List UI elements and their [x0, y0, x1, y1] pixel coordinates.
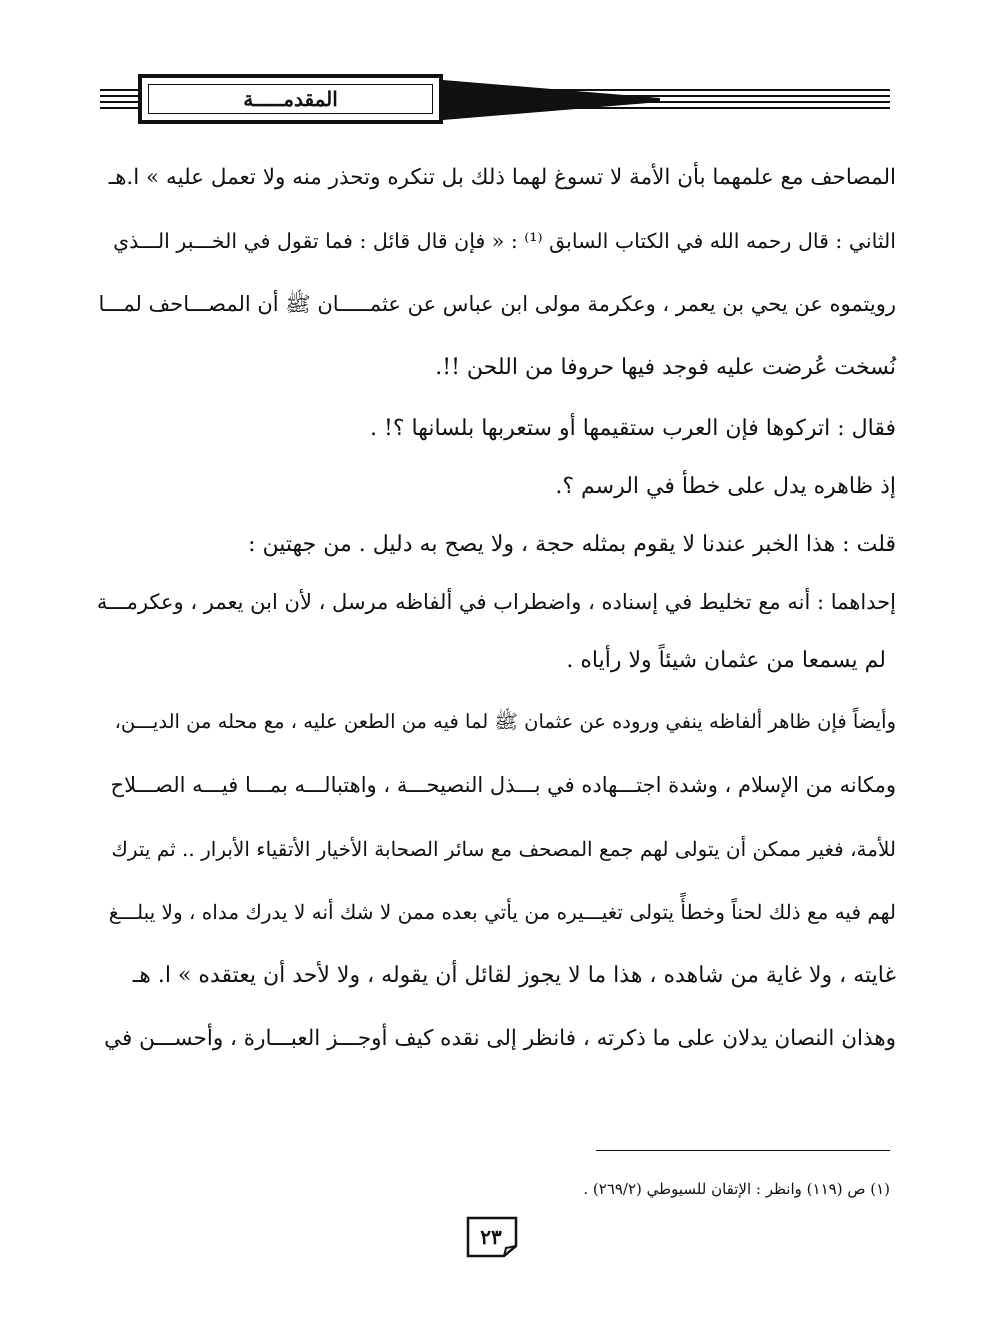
- page-header: [100, 68, 890, 128]
- header-title-box: [138, 74, 443, 124]
- text-line: إذ ظاهره يدل على خطأ في الرسم ؟.: [555, 473, 896, 499]
- text-line: إحداهما : أنه مع تخليط في إسناده ، واضطراب في ألفاظه مرسل ، لأن ابن يعمر ، وعكرمـــة: [96, 590, 896, 615]
- text-line: ومكانه من الإسلام ، وشدة اجتـــهاده في بـــذل النصيحـــة ، واهتبالـــه بمـــا فيـــه الصـــلاح: [110, 772, 896, 797]
- text-line: لم يسمعا من عثمان شيئاً ولا رأياه .: [566, 647, 886, 673]
- footnote: (١) ص (١١٩) وانظر : الإتقان للسيوطي (٢٦٩/٢) .: [583, 1180, 890, 1198]
- body-text: [96, 146, 896, 1071]
- text-line: المصاحف مع علمهما بأن الأمة لا تسوغ لهما ذلك بل تنكره وتحذر منه ولا تعمل عليه » ا.هـ: [108, 164, 896, 190]
- text-line: فقال : اتركوها فإن العرب ستقيمها أو ستعربها بلسانها ؟! .: [370, 415, 896, 441]
- text-line: الثاني : قال رحمه الله في الكتاب السابق ⁽¹⁾ : « فإن قال قائل : فما تقول في الخـــبر الـــذي: [113, 228, 896, 253]
- page-number: ٢٣: [480, 1225, 502, 1249]
- text-line: وهذان النصان يدلان على ما ذكرته ، فانظر إلى نقده كيف أوجـــز العبـــارة ، وأحســـن في: [104, 1026, 896, 1052]
- text-line: قلت : هذا الخبر عندنا لا يقوم بمثله حجة ، ولا يصح به دليل . من جهتين :: [248, 531, 896, 557]
- text-line: وأيضاً فإن ظاهر ألفاظه ينفي وروده عن عثمان ﷺ لما فيه من الطعن عليه ، مع محله من الديـــن،: [114, 710, 896, 734]
- text-line: نُسخت عُرضت عليه فوجد فيها حروفا من اللحن !!.: [435, 355, 896, 381]
- text-line: غايته ، ولا غاية من شاهده ، هذا ما لا يجوز لقائل أن يقوله ، ولا لأحد أن يعتقده » ا. هـ: [132, 962, 896, 988]
- text-line: رويتموه عن يحي بن يعمر ، وعكرمة مولى ابن عباس عن عثمـــــان ﷺ أن المصـــاحف لمـــا: [98, 292, 896, 317]
- text-line: للأمة، فغير ممكن أن يتولى لهم جمع المصحف مع سائر الصحابة الأخيار الأتقياء الأبرار .. ثم يترك: [111, 836, 896, 861]
- page-number-box: [466, 1216, 522, 1258]
- footnote-rule: [596, 1150, 890, 1151]
- text-line: لهم فيه مع ذلك لحناً وخطأً يتولى تغيـــيره من يأتي بعده ممن لا شك أنه لا يدرك مداه ، ولا يبلـــغ: [108, 900, 896, 925]
- page-section-title: المقدمـــــة: [243, 87, 338, 111]
